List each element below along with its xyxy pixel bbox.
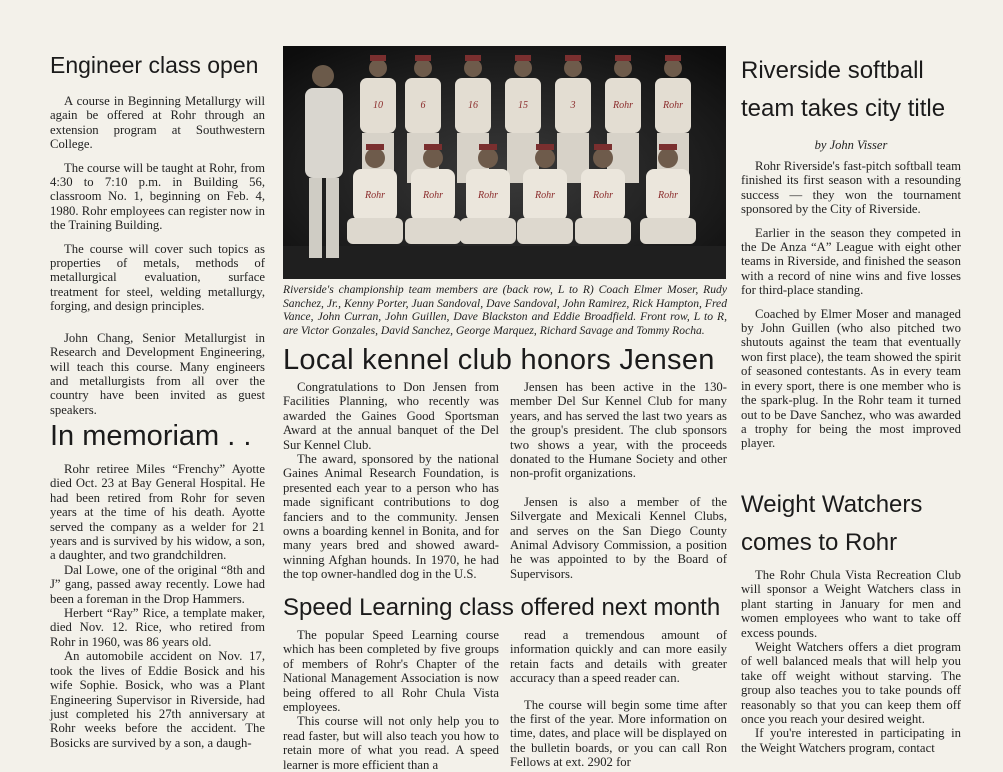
jersey-text: 3 (570, 100, 576, 111)
jersey-text: Rohr (535, 190, 555, 201)
softball-headline: Riverside softball team takes city title (741, 57, 946, 122)
memoriam-paragraph: Rohr retiree Miles “Frenchy” Ayotte died Oct. 23 at Bay General Hospital. He had been retired from Rohr for seven years at the time of his death. Ayotte served the company as a welder for 21 years and is survived by his widow, a son, a daughter, and two grandchildren. (50, 462, 265, 563)
speed-paragraph: The course will begin some time after the first of the year. More information on time, dates, and place will be displayed on the bulletin boards, or you can call Ron Fellows at ext. 2902 for (510, 697, 727, 770)
engineer-article (50, 50, 265, 417)
softball-body (741, 159, 961, 451)
speed-column-2 (510, 628, 727, 770)
speed-paragraph: read a tremendous amount of information quickly and can more easily retain facts and details with greater accuracy than a speed reader can. (510, 628, 727, 686)
jersey-text: Rohr (663, 100, 683, 111)
kennel-column-2 (510, 380, 727, 581)
kennel-paragraph: Jensen has been active in the 130-member Del Sur Kennel Club for many years, and has served the last two years as the group's president. The club sponsors two shows a year, with the proceeds donated to the Humane Society and other non-profit organizations. (510, 380, 727, 481)
engineer-headline: Engineer class open (50, 52, 259, 78)
jersey-text: Rohr (613, 100, 633, 111)
jersey-text: 10 (373, 100, 383, 111)
softball-byline: by John Visser (814, 138, 888, 152)
softball-paragraph: Rohr Riverside's fast-pitch softball team finished its first season with a resounding success — they won the tournament sponsored by the City of Riverside. (741, 159, 961, 217)
memoriam-paragraph: An automobile accident on Nov. 17, took the lives of Eddie Bosick and his wife Sophie. Bosick, who was a Plant Engineering Supervisor in Riverside, had just completed his 27th anniversary at Rohr weeks before the accident. The Bosicks are survived by a son, a daugh- (50, 649, 265, 750)
engineer-paragraph: John Chang, Senior Metallurgist in Research and Development Engineering, will teach this course. Many engineers and metallurgists from all over the country have been invited as guest speakers. (50, 330, 265, 417)
kennel-paragraph: Congratulations to Don Jensen from Facilities Planning, who recently was awarded the Gaines Good Sportsman Award at the annual banquet of the Del Sur Kennel Club. (283, 380, 499, 452)
softball-article (741, 52, 961, 451)
team-photo (283, 46, 726, 279)
softball-paragraph: Coached by Elmer Moser and managed by John Guillen (who also pitched two shutouts against the team that eventually won first place), the team showed the spirit of seasoned contestants. As in every team in every sport, there is one member who is the spark-plug. In the Rohr team it turned out to be Dave Sanchez, who was awarded a trophy for being the most improved player. (741, 306, 961, 451)
engineer-paragraph: A course in Beginning Metallurgy will again be offered at Rohr through an extension program at Southwestern College. (50, 94, 265, 152)
memoriam-paragraph: Dal Lowe, one of the original “8th and J” gang, passed away recently. Lowe had been a foreman in the Drop Hammers. (50, 562, 265, 606)
jersey-text: Rohr (658, 190, 678, 201)
weight-headline: Weight Watchers comes to Rohr (741, 491, 923, 556)
weight-paragraph: Weight Watchers offers a diet program of well balanced meals that will help you take off weight without starving. The group also teaches you to take pounds off reasonably so that you can keep them off once you reach your desired weight. (741, 640, 961, 727)
speed-headline: Speed Learning class offered next month (283, 594, 721, 621)
memoriam-paragraph: Herbert “Ray” Rice, a template maker, died Nov. 12. Rice, who retired from Rohr in 1960, was 86 years old. (50, 606, 265, 649)
players-layer (283, 46, 726, 279)
jersey-text: 16 (468, 100, 478, 111)
kennel-headline: Local kennel club honors Jensen (283, 344, 715, 376)
kennel-paragraph: The award, sponsored by the national Gaines Animal Research Foundation, is presented each year to a person who has made significant contributions to dog fanciers and to the community. Jensen owns a boarding kennel in Bonita, and for many years bred and showed award-winning Afghan hounds. In 1970, he had the top owner-handled dog in the U.S. (283, 452, 499, 582)
player-standing (505, 55, 541, 183)
jersey-text: Rohr (593, 190, 613, 201)
speed-paragraph: The popular Speed Learning course which has been completed by five groups of members of Rohr's Chapter of the National Management Association is now being offered to all Rohr Chula Vista employees. (283, 628, 499, 715)
player-standing (555, 55, 591, 183)
engineer-paragraph: The course will be taught at Rohr, from 4:30 to 7:10 p.m. in Building 56, classroom No. 1, beginning on Feb. 4, 1980. Rohr employees can register now in the Training Building. (50, 160, 265, 233)
kennel-paragraph: Jensen is also a member of the Silvergate and Mexicali Kennel Clubs, and serves on the San Diego County Animal Advisory Commission, a position he was appointed to by the Board of Supervisors. (510, 494, 727, 581)
softball-paragraph: Earlier in the season they competed in the De Anza “A” League with eight other teams in Riverside, and finished the season with a record of nine wins and five losses for third-place standing. (741, 225, 961, 298)
jersey-text: Rohr (478, 190, 498, 201)
jersey-text: 6 (420, 100, 426, 111)
memoriam-body (50, 462, 265, 750)
engineer-paragraph: The course will cover such topics as properties of metals, methods of metallurgical evaluation, surface treatment for steel, welding metallurgy, forging, and design principles. (50, 241, 265, 314)
weight-paragraph: The Rohr Chula Vista Recreation Club will sponsor a Weight Watchers class in plant starting in January for men and women employees who want to take off excess pounds. (741, 568, 961, 640)
weight-article (741, 486, 961, 755)
jersey-text: 15 (518, 100, 528, 111)
weight-body (741, 568, 961, 755)
engineer-body (50, 94, 265, 417)
memoriam-headline: In memoriam . . (50, 420, 252, 452)
memoriam-article (50, 418, 265, 750)
player-kneeling (347, 144, 403, 244)
weight-paragraph: If you're interested in participating in the Weight Watchers program, contact (741, 726, 961, 755)
jersey-text: Rohr (423, 190, 443, 201)
speed-paragraph: This course will not only help you to read faster, but will also teach you how to retain more of what you read. A speed learner is more efficient than a (283, 714, 499, 772)
kennel-column-1 (283, 380, 499, 582)
jersey-text: Rohr (365, 190, 385, 201)
speed-column-1 (283, 628, 499, 772)
photo-caption: Riverside's championship team members are (back row, L to R) Coach Elmer Moser, Rudy Sanchez, Jr., Kenny Porter, Juan Sandoval, Dave Sandoval, John Ramirez, Rick Hampton, Fred Vance, John Curran, John Guillen, Dave Blackston and Eddie Broadfield. Front row, L to R, are Victor Gonzales, David Sanchez, George Marquez, Richard Savage and Tommy Rocha. (283, 283, 727, 337)
